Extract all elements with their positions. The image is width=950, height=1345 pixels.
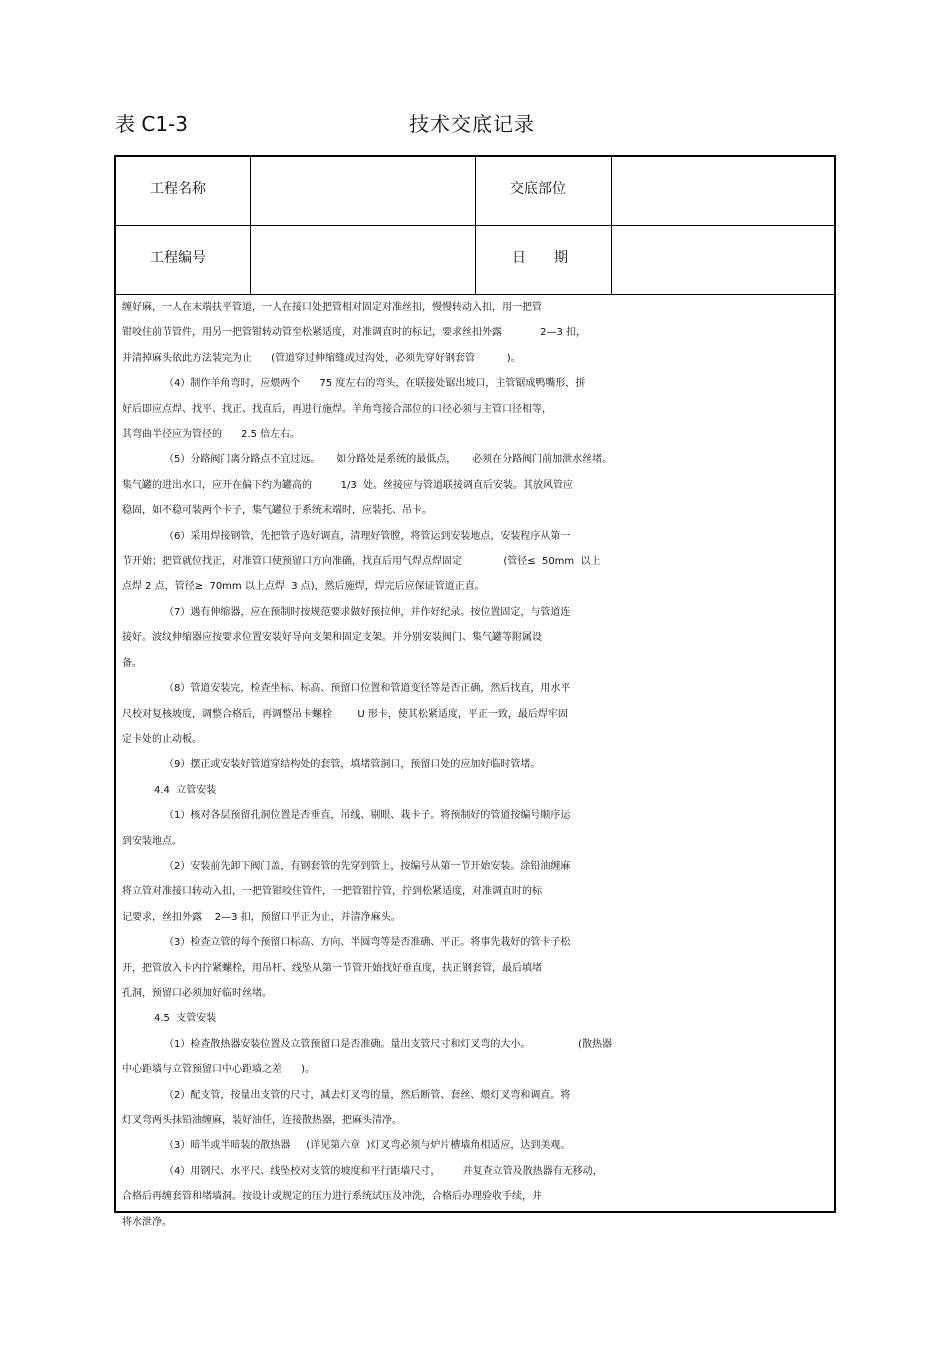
content-line: 4.5 支管安装 [154, 1013, 217, 1025]
content-line: （2）安装前先卸下阀门盖，有钢套管的先穿到管上，按编号从第一节开始安装。涂铅油缠麻 [164, 860, 571, 872]
content-line: 灯叉弯两头抹铅油缠麻，装好油任，连接散热器，把麻头清净。 [122, 1115, 402, 1126]
table-divider-col-3 [611, 157, 612, 294]
content-line: 定卡处的止动板。 [122, 733, 202, 745]
content-line: 节开始；把管就位找正，对准管口使预留口方向准确，找直后用气焊点焊固定 (管径≤ 50mm 以上 [122, 556, 601, 568]
content-line: （9）摆正或安装好管道穿结构处的套管，填堵管洞口，预留口处的应加好临时管堵。 [164, 759, 541, 771]
content-line: 孔洞，预留口必须加好临时丝堵。 [122, 987, 272, 999]
content-line: 记要求，丝扣外露 2—3 扣，预留口平正为止，并清净麻头。 [122, 911, 401, 923]
content-line: 尺校对复核坡度，调整合格后，再调整吊卡螺栓 U 形卡，使其松紧适度，平正一致，最后焊牢固 [122, 708, 568, 720]
content-line: 集气罐的进出水口，应开在偏下约为罐高的 1/3 处。丝接应与管道联接调直后安装。其放风管应 [122, 479, 574, 491]
content-line: （7）遇有伸缩器，应在预制时按规范要求做好预拉伸，并作好纪录。按位置固定，与管道连 [164, 606, 571, 618]
content-line: 将立管对准接口转动入扣，一把管钳咬住管件，一把管钳拧管，拧到松紧适度，对准调直时的标 [122, 886, 542, 898]
content-line: 开，把管放入卡内拧紧螺栓，用吊杆、线坠从第一节管开始找好垂直度，扶正钢套管，最后填堵 [122, 962, 542, 974]
content-line: （4）用钢尺、水平尺、线坠校对支管的坡度和平行距墙尺寸， 并复查立管及散热器有无移动， [164, 1165, 603, 1177]
content-line: （3）暗半或半暗装的散热器 (详见第六章 )灯叉弯必须与炉片槽墙角相适应，达到美观。 [164, 1140, 571, 1152]
content-line: （2）配支管，按量出支管的尺寸，减去灯叉弯的量，然后断管、套丝、煨灯叉弯和调直。将 [164, 1089, 571, 1101]
content-line: （8）管道安装完，检查坐标、标高、预留口位置和管道变径等是否正确，然后找直，用水平 [164, 683, 571, 695]
content-line: 接好。波纹伸缩器应按要求位置安装好导向支架和固定支架。并分别安装阀门、集气罐等附属设 [122, 632, 542, 644]
content-line: （3）检查立管的每个预留口标高、方向、半圆弯等是否准确、平正。将事先栽好的管卡子松 [164, 937, 571, 949]
form-code: 表 C1-3 [115, 112, 188, 136]
handover-part-label: 交底部位 [510, 181, 566, 197]
project-name-label: 工程名称 [150, 181, 206, 197]
date-label: 日 期 [512, 250, 568, 266]
content-line: 其弯曲半径应为管径的 2.5 倍左右。 [122, 429, 301, 441]
document-title: 技术交底记录 [409, 112, 535, 136]
table-divider-col-2 [475, 157, 476, 294]
content-line: （1）检查散热器安装位置及立管预留口是否准确。量出支管尺寸和灯叉弯的大小。 (散热器 [164, 1038, 612, 1050]
content-line: 中心距墙与立管预留口中心距墙之差 )。 [122, 1064, 315, 1076]
content-line: 钳咬住前节管件，用另一把管钳转动管至松紧适度，对准调直时的标记，要求丝扣外露 2—3 扣， [122, 327, 587, 339]
table-divider-col-1 [250, 157, 251, 294]
content-line: 稳固，如不稳可装两个卡子，集气罐位于系统末端时，应装托、吊卡。 [122, 505, 432, 517]
project-number-label: 工程编号 [150, 250, 206, 266]
content-line: 点焊 2 点，管径≥ 70mm 以上点焊 3 点)，然后施焊，焊完后应保证管道正直。 [122, 581, 485, 593]
content-line: 备。 [122, 657, 142, 669]
content-line: 好后即应点焊、找平、找正、找直后，再进行施焊。羊角弯接合部位的口径必须与主管口径相等， [122, 403, 552, 415]
content-line: 4.4 立管安装 [154, 784, 217, 796]
content-line: （5）分路阀门离分路点不宜过远。 如分路处是系统的最低点， 必须在分路阀门前加泄水丝堵。 [164, 454, 613, 466]
content-line: 将水泄净。 [122, 1216, 172, 1228]
content-line: （6）采用焊接钢管，先把管子选好调直，清理好管膛，将管运到安装地点，安装程序从第一 [164, 530, 571, 542]
content-line: （4）制作羊角弯时，应煨两个 75 度左右的弯头，在联接处锯出坡口，主管锯成鸭嘴形，拼 [164, 378, 586, 390]
content-line: 到安装地点。 [122, 835, 182, 847]
content-line: 合格后再缠套管和堵墙洞。按设计或规定的压力进行系统试压及冲洗，合格后办理验收手续，并 [122, 1191, 542, 1203]
handover-content [122, 295, 830, 1235]
content-line: 并清掉麻头依此方法装完为止 (管道穿过伸缩缝或过沟处，必须先穿好钢套管 )。 [122, 352, 521, 364]
content-line: （1）核对各层预留孔洞位置是否垂直，吊线、剔眼、栽卡子。将预制好的管道按编号顺序运 [164, 810, 571, 822]
content-line: 缠好麻，一人在末端扶平管道，一人在接口处把管相对固定对准丝扣，慢慢转动入扣，用一把管 [122, 302, 542, 313]
